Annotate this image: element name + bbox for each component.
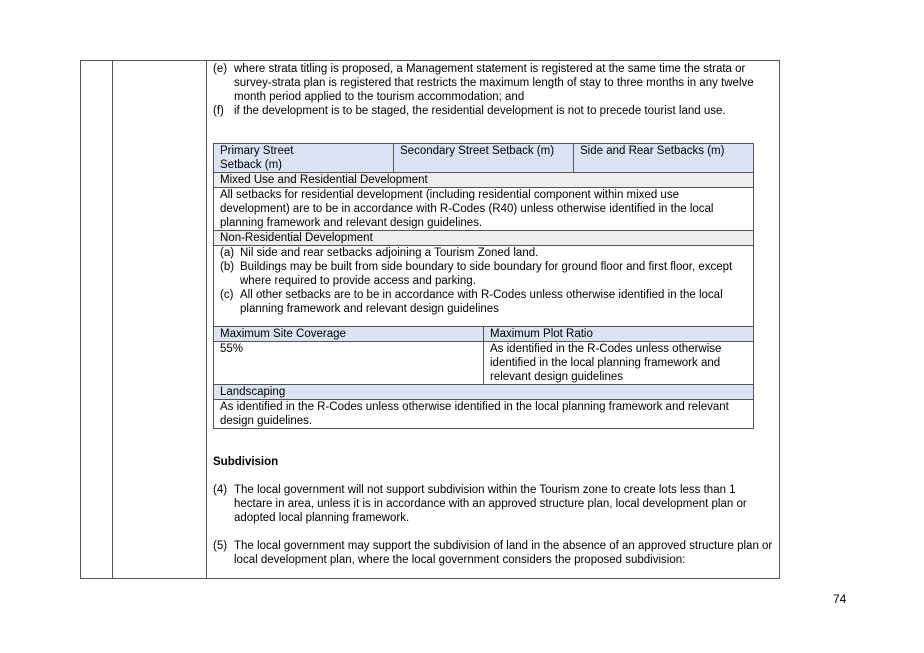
subdivision-item-4 <box>213 483 773 525</box>
list-item-label: (b) <box>220 261 235 273</box>
clause-label: (5) <box>213 540 228 552</box>
side-rear-header: Side and Rear Setbacks (m) <box>574 144 754 173</box>
clause-text: The local government may support the subdivision of land in the absence of an approved structure plan or local development plan, where the local government considers the proposed subdivision: <box>234 540 773 566</box>
mixed-use-heading-row <box>214 173 754 188</box>
subdivision-item-5 <box>213 539 773 567</box>
primary-street-header: Primary Street Setback (m) <box>214 144 394 173</box>
clause-list <box>213 62 773 118</box>
list-item <box>220 288 747 316</box>
list-item-label: (a) <box>220 247 235 259</box>
non-residential-heading: Non-Residential Development <box>214 231 754 246</box>
mixed-use-text: All setbacks for residential development (including residential component within mixed use development) are to be in accordance with R-Codes (R40) unless otherwise identified in the local planning framework and relevant design guidelines. <box>214 188 754 231</box>
landscaping-value: As identified in the R-Codes unless otherwise identified in the local planning framework and relevant design guidelines. <box>214 400 754 429</box>
list-item-text: Nil side and rear setbacks adjoining a Tourism Zoned land. <box>240 247 539 259</box>
setback-table <box>213 143 754 331</box>
coverage-header-row <box>214 327 754 342</box>
subdivision-heading: Subdivision <box>213 456 279 468</box>
landscaping-header: Landscaping <box>214 385 754 400</box>
list-item-text: All other setbacks are to be in accordance with R-Codes unless otherwise identified in the local planning framework and relevant design guidelines <box>240 289 723 315</box>
coverage-table <box>213 326 754 429</box>
clause-text: The local government will not support subdivision within the Tourism zone to create lots less than 1 hectare in area, unless it is in accordance with an approved structure plan, local development plan or adopted local planning framework. <box>234 484 747 524</box>
clause-label: (4) <box>213 484 228 496</box>
secondary-street-header: Secondary Street Setback (m) <box>394 144 574 173</box>
clause-f <box>213 104 773 118</box>
list-item-text: Buildings may be built from side boundary to side boundary for ground floor and first floor, except where required to provide access and parking. <box>240 261 733 287</box>
clause-label: (e) <box>213 63 228 75</box>
landscaping-header-row <box>214 385 754 400</box>
mixed-use-heading: Mixed Use and Residential Development <box>214 173 754 188</box>
site-coverage-value: 55% <box>214 342 484 385</box>
column-divider-2 <box>206 60 207 579</box>
column-divider-1 <box>112 60 113 579</box>
plot-ratio-header: Maximum Plot Ratio <box>484 327 754 342</box>
plot-ratio-value: As identified in the R-Codes unless otherwise identified in the local planning framework and relevant design guidelines <box>484 342 754 385</box>
non-residential-items-row <box>214 246 754 331</box>
clause-e <box>213 62 773 104</box>
coverage-value-row <box>214 342 754 385</box>
setback-header-row <box>214 144 754 173</box>
clause-text: where strata titling is proposed, a Management statement is registered at the same time the strata or survey-strata plan is registered that restricts the maximum length of stay to three months in any twelve month period applied to the tourism accommodation; and <box>234 63 754 103</box>
non-residential-items <box>214 246 754 331</box>
page-number: 74 <box>833 592 847 606</box>
site-coverage-header: Maximum Site Coverage <box>214 327 484 342</box>
clause-text: if the development is to be staged, the residential development is not to precede tourist land use. <box>234 105 726 117</box>
list-item <box>220 260 747 288</box>
landscaping-value-row <box>214 400 754 429</box>
subdivision-section <box>213 455 773 567</box>
list-item-label: (c) <box>220 289 234 301</box>
clause-label: (f) <box>213 105 224 117</box>
list-item <box>220 246 747 260</box>
non-residential-heading-row <box>214 231 754 246</box>
mixed-use-text-row <box>214 188 754 231</box>
